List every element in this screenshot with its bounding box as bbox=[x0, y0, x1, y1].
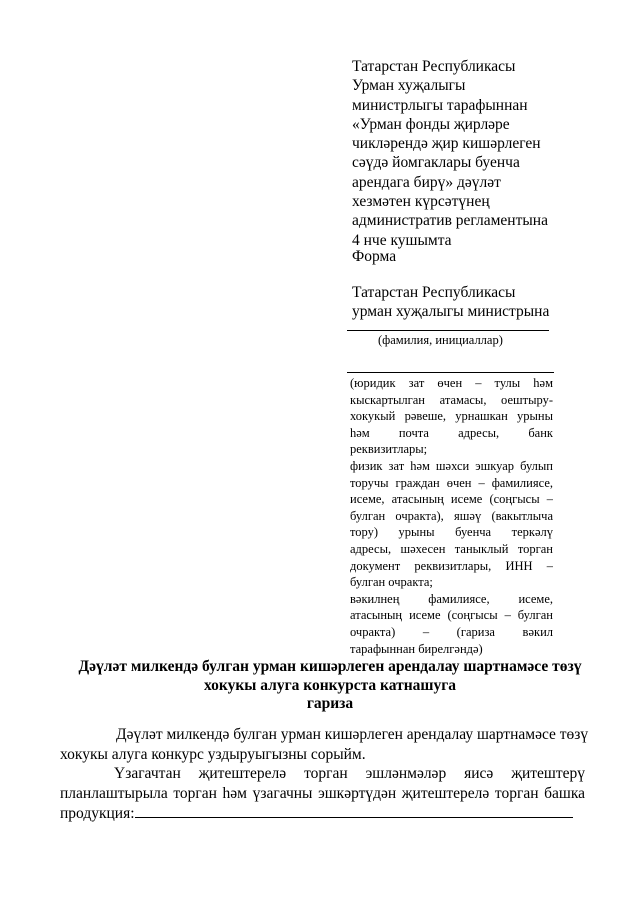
applicant-line: хокукый рәвеше, урнашкан урыны bbox=[350, 409, 553, 424]
applicant-line: документ реквизитлары, ИНН – bbox=[350, 558, 553, 573]
products-row bbox=[60, 803, 585, 823]
appendix-reference bbox=[352, 57, 592, 250]
appendix-line: Урман хуҗалыгы bbox=[352, 77, 466, 95]
document-title bbox=[60, 658, 600, 714]
body-line: Үзагачтан җитештерелә торган эшләнмәләр яисә җитештерү bbox=[114, 765, 585, 782]
appendix-line: чикләрендә җир кишәрлеген bbox=[352, 135, 541, 153]
applicant-line: очракта) – (гариза вәкил bbox=[350, 624, 553, 639]
applicant-line: булган очракта), яшәү (вакытлыча bbox=[350, 508, 553, 523]
body-line: хокукы алуга конкурс уздыруыгызны сорыйм. bbox=[60, 745, 366, 763]
applicant-line: реквизитлары; bbox=[350, 442, 428, 457]
products-label: продукция: bbox=[60, 805, 135, 822]
appendix-line: административ регламентына bbox=[352, 212, 548, 230]
body-line: Дәүләт милкендә булган урман кишәрлеген арендалау шартнамәсе төзү bbox=[116, 726, 589, 743]
applicant-line: (юридик зат өчен – тулы һәм bbox=[350, 376, 553, 390]
application-body bbox=[60, 725, 589, 823]
applicant-line: вәкилнең фамилиясе, исеме, bbox=[350, 591, 553, 606]
appendix-line: Татарстан Республикасы bbox=[352, 58, 516, 75]
applicant-line: булган очракта; bbox=[350, 575, 433, 590]
products-input-line[interactable] bbox=[135, 803, 573, 818]
applicant-line: кыскартылган атамасы, оештыру- bbox=[350, 392, 553, 407]
addressee-line: урман хуҗалыгы министрына bbox=[352, 303, 550, 320]
applicant-instructions bbox=[350, 375, 553, 657]
appendix-line: министрлыгы тарафыннан bbox=[352, 96, 528, 114]
name-fill-line bbox=[347, 330, 549, 331]
applicant-line: исеме, атасының исеме (соңгысы – bbox=[350, 492, 553, 507]
appendix-line: «Урман фонды җирләре bbox=[352, 115, 510, 133]
addressee-block bbox=[352, 283, 549, 321]
applicant-line: торучы граждан өчен – фамилиясе, bbox=[350, 475, 553, 490]
applicant-fill-line bbox=[347, 372, 554, 373]
appendix-line: 4 нче кушымта bbox=[352, 231, 452, 249]
applicant-line: тарафыннан бирелгәндә) bbox=[350, 641, 483, 656]
body-line: планлаштырыла торган һәм үзагачны эшкәртүдән җитештерелә торган башка bbox=[60, 784, 585, 802]
form-label: Форма bbox=[352, 248, 397, 265]
applicant-line: адресы, шәхесен таныклый торган bbox=[350, 541, 553, 556]
applicant-line: һәм почта адресы, банк bbox=[350, 425, 553, 440]
name-caption: (фамилия, инициаллар) bbox=[378, 333, 503, 347]
addressee-line: Татарстан Республикасы bbox=[352, 284, 516, 301]
title-line: Дәүләт милкендә булган урман кишәрлеген арендалау шартнамәсе төзү bbox=[78, 658, 582, 675]
applicant-line: тору) урыны буенча теркәлү bbox=[350, 525, 553, 540]
title-line: хокукы алуга конкурста катнашуга bbox=[203, 676, 457, 694]
applicant-line: физик зат һәм шәхси эшкуар булып bbox=[350, 458, 553, 473]
appendix-line: арендага бирү» дәүләт bbox=[352, 173, 501, 191]
appendix-line: сәүдә йомгаклары буенча bbox=[352, 154, 520, 172]
title-line: гариза bbox=[306, 695, 354, 712]
appendix-line: хезмәтен күрсәтүнең bbox=[352, 193, 490, 211]
applicant-line: атасының исеме (соңгысы – булган bbox=[350, 608, 553, 623]
